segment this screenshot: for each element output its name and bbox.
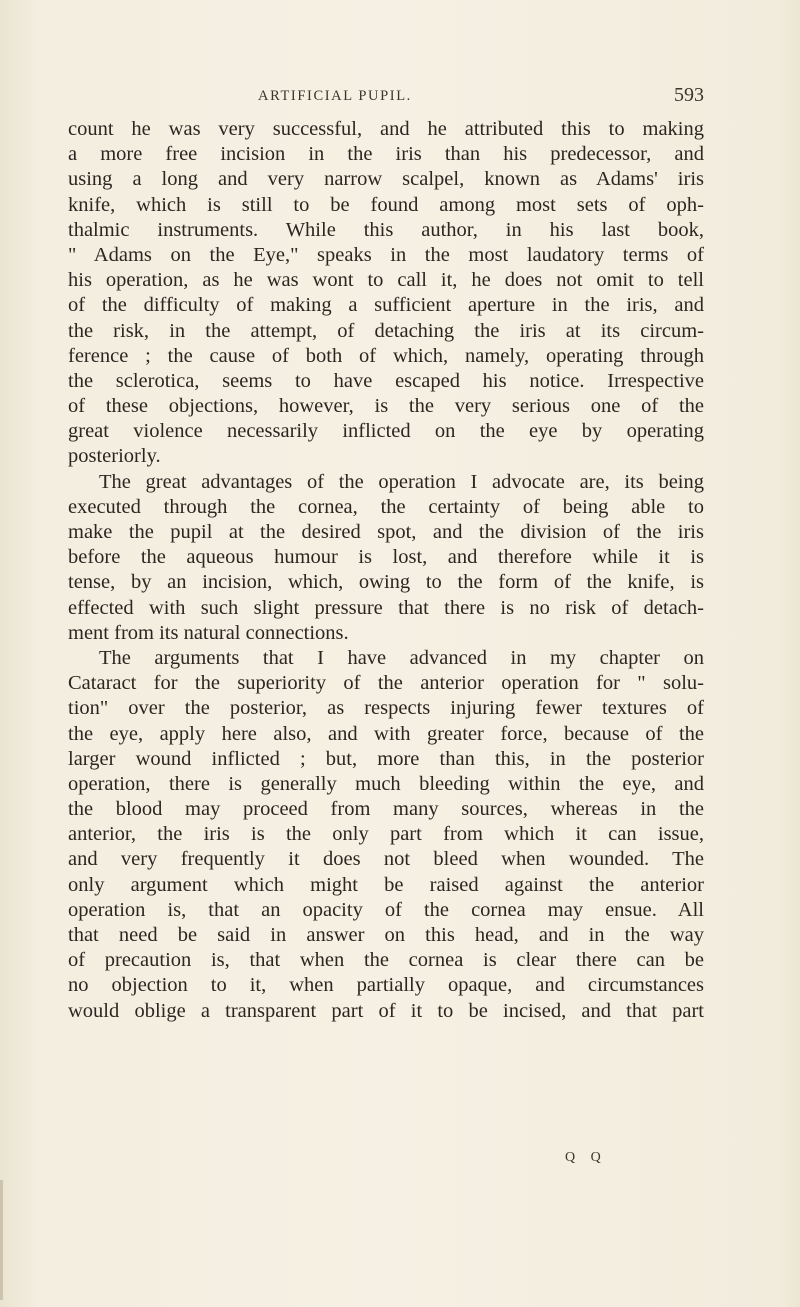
text-line: make the pupil at the desired spot, and the division of the iris (68, 521, 704, 543)
paragraph-start-line: The arguments that I have advanced in my chapter on (99, 646, 704, 669)
running-head: ARTIFICIAL PUPIL. (258, 88, 412, 104)
page-header (68, 84, 704, 112)
text-line: count he was very successful, and he attributed this to making (68, 118, 704, 140)
text-line: the eye, apply here also, and with greater force, because of the (68, 722, 704, 745)
text-line: posteriorly. (68, 445, 161, 468)
text-line: Cataract for the superiority of the anterior operation for " solu- (68, 672, 704, 695)
text-line: tion" over the posterior, as respects injuring fewer textures of (68, 697, 704, 720)
text-line: operation, there is generally much bleeding within the eye, and (68, 772, 704, 795)
text-line: his operation, as he was wont to call it, he does not omit to tell (68, 269, 704, 292)
text-line: ment from its natural connections. (68, 621, 349, 644)
text-line: the blood may proceed from many sources, whereas in the (68, 798, 704, 821)
text-line: operation is, that an opacity of the cornea may ensue. All (68, 898, 704, 921)
text-line: executed through the cornea, the certainty of being able to (68, 495, 704, 518)
text-line: effected with such slight pressure that there is no risk of detach- (68, 596, 704, 619)
text-line: larger wound inflicted ; but, more than this, in the posterior (68, 747, 704, 770)
text-line: no objection to it, when partially opaque, and circumstances (68, 974, 704, 997)
text-line: that need be said in answer on this head, and in the way (68, 924, 704, 946)
text-line: before the aqueous humour is lost, and therefore while it is (68, 546, 704, 569)
paragraph-start-line: The great advantages of the operation I advocate are, its being (99, 470, 704, 493)
text-line: of precaution is, that when the cornea is clear there can be (68, 949, 704, 972)
text-line: anterior, the iris is the only part from which it can issue, (68, 823, 704, 846)
text-line: only argument which might be raised against the anterior (68, 873, 704, 896)
text-line: ference ; the cause of both of which, namely, operating through (68, 344, 704, 367)
text-line: using a long and very narrow scalpel, known as Adams' iris (68, 168, 704, 191)
text-line: a more free incision in the iris than his predecessor, and (68, 143, 704, 166)
text-line: great violence necessarily inflicted on the eye by operating (68, 420, 704, 443)
text-line: of these objections, however, is the very serious one of the (68, 395, 704, 418)
text-line: would oblige a transparent part of it to be incised, and that part (68, 999, 704, 1022)
text-line: the sclerotica, seems to have escaped his notice. Irrespective (68, 369, 704, 392)
text-line: the risk, in the attempt, of detaching the iris at its circum- (68, 319, 704, 342)
text-line: knife, which is still to be found among most sets of oph- (68, 193, 704, 216)
text-line: tense, by an incision, which, owing to the form of the knife, is (68, 571, 704, 594)
text-line: of the difficulty of making a sufficient aperture in the iris, and (68, 294, 704, 317)
signature-mark: Q Q (565, 1150, 607, 1165)
text-line: " Adams on the Eye," speaks in the most laudatory terms of (68, 243, 704, 266)
text-line: thalmic instruments. While this author, in his last book, (68, 218, 704, 241)
body-text (68, 117, 704, 1024)
page-edge-shadow (0, 1180, 3, 1300)
page-number: 593 (674, 84, 704, 106)
text-line: and very frequently it does not bleed when wounded. The (68, 848, 704, 871)
